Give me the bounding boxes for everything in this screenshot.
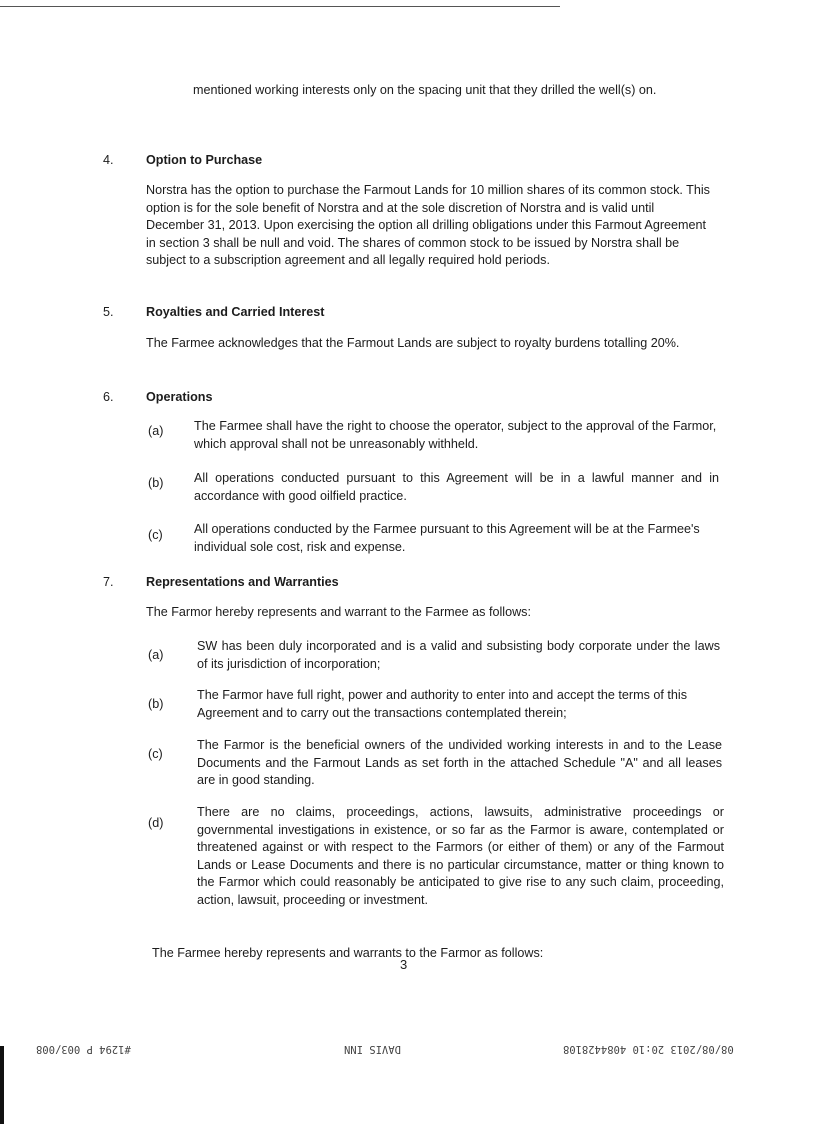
intro-continuation: mentioned working interests only on the spacing unit that they drilled the well(s) on. [193,83,657,97]
section-7-number: 7. [103,575,114,589]
section-4-heading: Option to Purchase [146,153,263,167]
section-4-number: 4. [103,153,114,167]
section-7-lead: The Farmor hereby represents and warrant to the Farmee as follows: [146,605,531,619]
section-5-body: The Farmee acknowledges that the Farmout Lands are subject to royalty burdens totalling 20%. [146,336,680,350]
page-number: 3 [400,957,408,972]
section-7-heading: Representations and Warranties [146,575,339,589]
fax-footer-page-count: #1294 P 003/008 [36,1043,131,1055]
section-7-item-b-label: (b) [148,697,164,711]
section-4-body: Norstra has the option to purchase the Farmout Lands for 10 million shares of its common stock. This option is for the sole benefit of Norstra and at the sole discretion of Norstra and is valid until December 31, 2013. Upon exercising the option all drilling obligations under this Farmout Agreement in section 3 shall be null and void. The shares of common stock to be issued by Norstra shall be subject to a subscription agreement and all legally required hold periods. [146,183,710,267]
section-7-item-d-label: (d) [148,816,164,830]
section-6-item-c-label: (c) [148,528,163,542]
section-7-item-a-label: (a) [148,648,164,662]
section-7-item-d-text: There are no claims, proceedings, actions, lawsuits, administrative proceedings or governmental investigations in existence, or so far as the Farmor is aware, contemplated or threatened against or with respect to the Farmors (or either of them) or any of the Farmout Lands or Lease Documents and there is no particular circumstance, matter or thing known to the Farmor which could reasonably be anticipated to give rise to any such claim, proceeding, action, lawsuit, proceeding or investment. [197,805,724,907]
section-6-item-b-label: (b) [148,476,164,490]
section-7-item-c-label: (c) [148,747,163,761]
section-5-heading: Royalties and Carried Interest [146,305,325,319]
fax-footer-timestamp: 08/08/2013 20:10 4084428108 [563,1043,734,1055]
fax-footer-sender: DAVIS INN [344,1043,401,1055]
section-7-item-c-text: The Farmor is the beneficial owners of the undivided working interests in and to the Lease Documents and the Farmout Lands as set forth in the attached Schedule "A" and all leases are in good standing. [197,738,722,787]
section-7-item-a-text: SW has been duly incorporated and is a valid and subsisting body corporate under the laws of its jurisdiction of incorporation; [197,639,720,671]
section-6-item-a-label: (a) [148,424,164,438]
section-6-item-c-text: All operations conducted by the Farmee pursuant to this Agreement will be at the Farmee's individual sole cost, risk and expense. [194,522,700,554]
section-7-closing: The Farmee hereby represents and warrants to the Farmor as follows: [152,946,544,960]
section-6-item-b-text: All operations conducted pursuant to this Agreement will be in a lawful manner and in accordance with good oilfield practice. [194,471,719,503]
section-5-number: 5. [103,305,114,319]
section-6-item-a-text: The Farmee shall have the right to choose the operator, subject to the approval of the Farmor, which approval shall not be unreasonably withheld. [194,419,717,451]
section-7-item-b-text: The Farmor have full right, power and authority to enter into and accept the terms of this Agreement and to carry out the transactions contemplated therein; [197,688,688,720]
section-6-heading: Operations [146,390,213,404]
section-6-number: 6. [103,390,114,404]
